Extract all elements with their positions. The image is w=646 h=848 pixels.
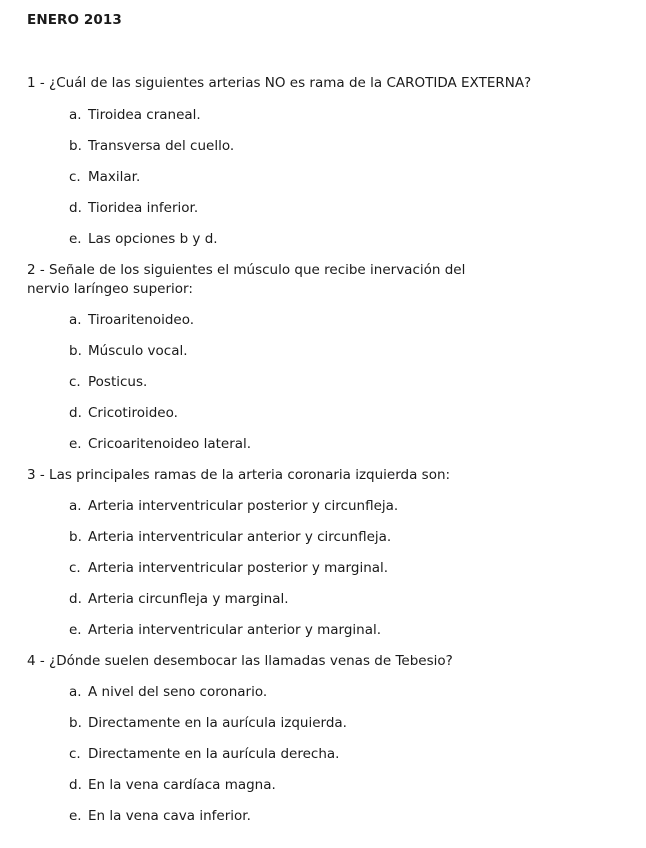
question-3-text: 3 - Las principales ramas de la arteria coronaria izquierda son: [27, 467, 451, 483]
option-text: En la vena cardíaca magna. [88, 777, 276, 793]
question-1-text: 1 - ¿Cuál de las siguientes arterias NO es rama de la CAROTIDA EXTERNA? [27, 75, 532, 91]
question-4-option-b [69, 714, 347, 732]
option-letter: d. [69, 200, 82, 216]
option-letter: a. [69, 498, 82, 514]
page-title: ENERO 2013 [27, 12, 122, 28]
option-letter: b. [69, 529, 82, 545]
option-letter: b. [69, 343, 82, 359]
option-text: Maxilar. [88, 169, 141, 185]
option-text: Músculo vocal. [88, 343, 188, 359]
option-text: Cricoaritenoideo lateral. [88, 436, 252, 452]
question-1-option-d [69, 199, 198, 217]
question-2-option-c [69, 373, 147, 391]
question-2-option-a [69, 311, 194, 329]
option-text: Arteria interventricular posterior y circunfleja. [88, 498, 399, 514]
option-letter: d. [69, 777, 82, 793]
option-text: Arteria interventricular posterior y marginal. [88, 560, 389, 576]
option-text: Transversa del cuello. [88, 138, 235, 154]
option-letter: c. [69, 374, 81, 390]
option-letter: c. [69, 560, 81, 576]
option-text: Directamente en la aurícula izquierda. [88, 715, 347, 731]
option-letter: e. [69, 808, 82, 824]
question-3-option-d [69, 590, 289, 608]
option-text: Las opciones b y d. [88, 231, 218, 247]
question-4-option-a [69, 683, 267, 701]
option-letter: b. [69, 715, 82, 731]
question-2-option-b [69, 342, 188, 360]
option-text: Arteria circunfleja y marginal. [88, 591, 289, 607]
option-text: Tiroaritenoideo. [88, 312, 195, 328]
option-letter: e. [69, 436, 82, 452]
option-text: Cricotiroideo. [88, 405, 178, 421]
question-3-option-c [69, 559, 388, 577]
question-4-option-e [69, 807, 251, 825]
question-1-option-b [69, 137, 234, 155]
question-1-option-c [69, 168, 140, 186]
question-3-option-e [69, 621, 381, 639]
option-letter: e. [69, 231, 82, 247]
question-2-option-e [69, 435, 251, 453]
option-letter: d. [69, 405, 82, 421]
question-3-option-a [69, 497, 398, 515]
option-letter: e. [69, 622, 82, 638]
option-text: Directamente en la aurícula derecha. [88, 746, 340, 762]
option-letter: c. [69, 746, 81, 762]
question-2-text: 2 - Señale de los siguientes el músculo que recibe inervación del nervio laríngeo superior: [27, 262, 466, 297]
question-4-option-d [69, 776, 276, 794]
option-letter: a. [69, 107, 82, 123]
option-text: Posticus. [88, 374, 148, 390]
option-text: A nivel del seno coronario. [88, 684, 268, 700]
option-letter: a. [69, 312, 82, 328]
option-text: Arteria interventricular anterior y marginal. [88, 622, 382, 638]
question-1-option-a [69, 106, 201, 124]
option-text: En la vena cava inferior. [88, 808, 251, 824]
question-3-option-b [69, 528, 391, 546]
question-4-option-c [69, 745, 339, 763]
option-text: Tiroidea craneal. [88, 107, 201, 123]
option-text: Arteria interventricular anterior y circunfleja. [88, 529, 392, 545]
question-4-text: 4 - ¿Dónde suelen desembocar las llamadas venas de Tebesio? [27, 653, 453, 669]
option-text: Tioridea inferior. [88, 200, 199, 216]
option-letter: a. [69, 684, 82, 700]
option-letter: c. [69, 169, 81, 185]
option-letter: b. [69, 138, 82, 154]
question-2-option-d [69, 404, 178, 422]
question-1-option-e [69, 230, 218, 248]
option-letter: d. [69, 591, 82, 607]
